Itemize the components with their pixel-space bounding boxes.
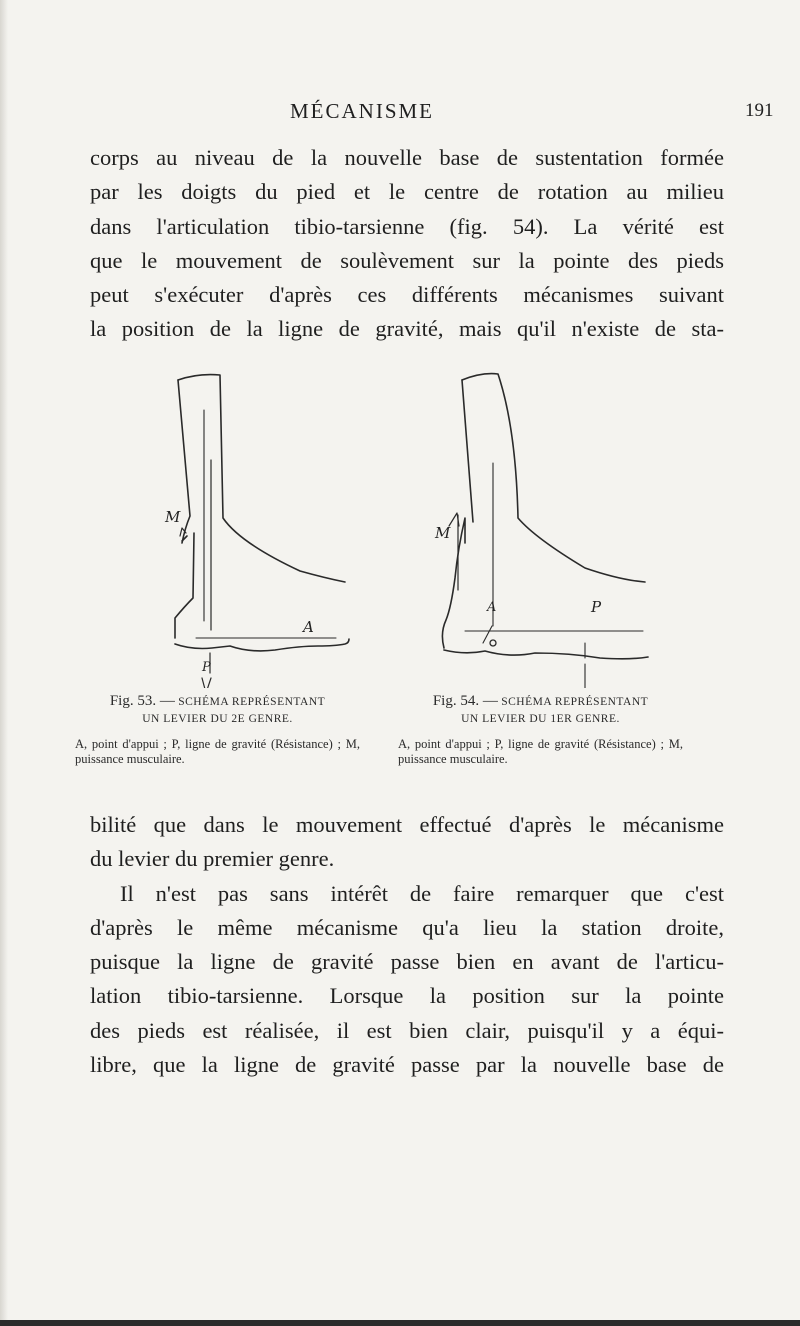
fig53-heel-back [175, 533, 194, 638]
fig53-drawing [175, 375, 349, 688]
caption-fig54 [398, 693, 683, 766]
running-title: MÉCANISME [290, 99, 435, 123]
fig54-shin-front [462, 374, 645, 582]
fig54-label-p: P [591, 598, 602, 616]
text-line: par les doigts du pied et le centre de rotation au milieu [90, 179, 724, 205]
page-edge [0, 0, 8, 1326]
paragraph-top [90, 141, 724, 347]
page-number: 191 [745, 100, 774, 121]
caption-title-line1: SCHÉMA REPRÉSENTANT [178, 696, 326, 708]
fig54-sole [444, 650, 648, 659]
lever-diagrams [140, 368, 680, 688]
text-line: la position de la ligne de gravité, mais qu'il n'existe de sta- [90, 316, 724, 342]
caption-legend: A, point d'appui ; P, ligne de gravité (Résistance) ; M, puissance musculaire. [75, 737, 360, 766]
text-line: dans l'articulation tibio-tarsienne (fig. 54). La vérité est [90, 213, 724, 239]
fig53-label-m: M [165, 508, 181, 526]
fig53-label-a: A [303, 618, 314, 636]
fig53-shin-front [178, 375, 345, 582]
fig53-label-p: P [202, 660, 211, 675]
caption-prefix: Fig. 53. — [109, 693, 175, 709]
text-line: puisque la ligne de gravité passe bien en avant de l'articu- [90, 949, 724, 975]
fig54-fulcrum [490, 640, 496, 646]
caption-fig53 [75, 693, 360, 766]
text-line: que le mouvement de soulèvement sur la pointe des pieds [90, 247, 724, 273]
fig53-sole [175, 639, 349, 651]
caption-title-line2: UN LEVIER DU 2E GENRE. [142, 713, 293, 725]
text-line: peut s'exécuter d'après ces différents mécanismes suivant [90, 282, 724, 308]
caption-title-line1: SCHÉMA REPRÉSENTANT [501, 696, 649, 708]
figure-area [140, 368, 680, 688]
text-line: bilité que dans le mouvement effectué d'après le mécanisme [90, 812, 724, 837]
text-line: corps au niveau de la nouvelle base de sustentation formée [90, 145, 724, 170]
caption-prefix: Fig. 54. — [432, 693, 498, 709]
page-bottom-edge [0, 1320, 800, 1326]
fig54-drawing [442, 374, 648, 688]
fig54-label-m: M [435, 524, 451, 542]
fig54-label-a: A [487, 600, 497, 615]
paragraph-bottom [90, 808, 724, 1082]
running-head [0, 99, 800, 129]
text-line: lation tibio-tarsienne. Lorsque la position sur la pointe [90, 983, 724, 1009]
text-line: des pieds est réalisée, il est bien clair, puisqu'il y a équi- [90, 1017, 724, 1043]
caption-title-line2: UN LEVIER DU 1ER GENRE. [461, 713, 620, 725]
caption-legend: A, point d'appui ; P, ligne de gravité (Résistance) ; M, puissance musculaire. [398, 737, 683, 766]
text-line: d'après le même mécanisme qu'a lieu la station droite, [90, 914, 724, 940]
text-line: Il n'est pas sans intérêt de faire remarquer que c'est [120, 880, 724, 906]
text-line: du levier du premier genre. [90, 846, 335, 872]
text-line: libre, que la ligne de gravité passe par la nouvelle base de [90, 1052, 724, 1078]
fig54-shin-back [462, 380, 473, 522]
